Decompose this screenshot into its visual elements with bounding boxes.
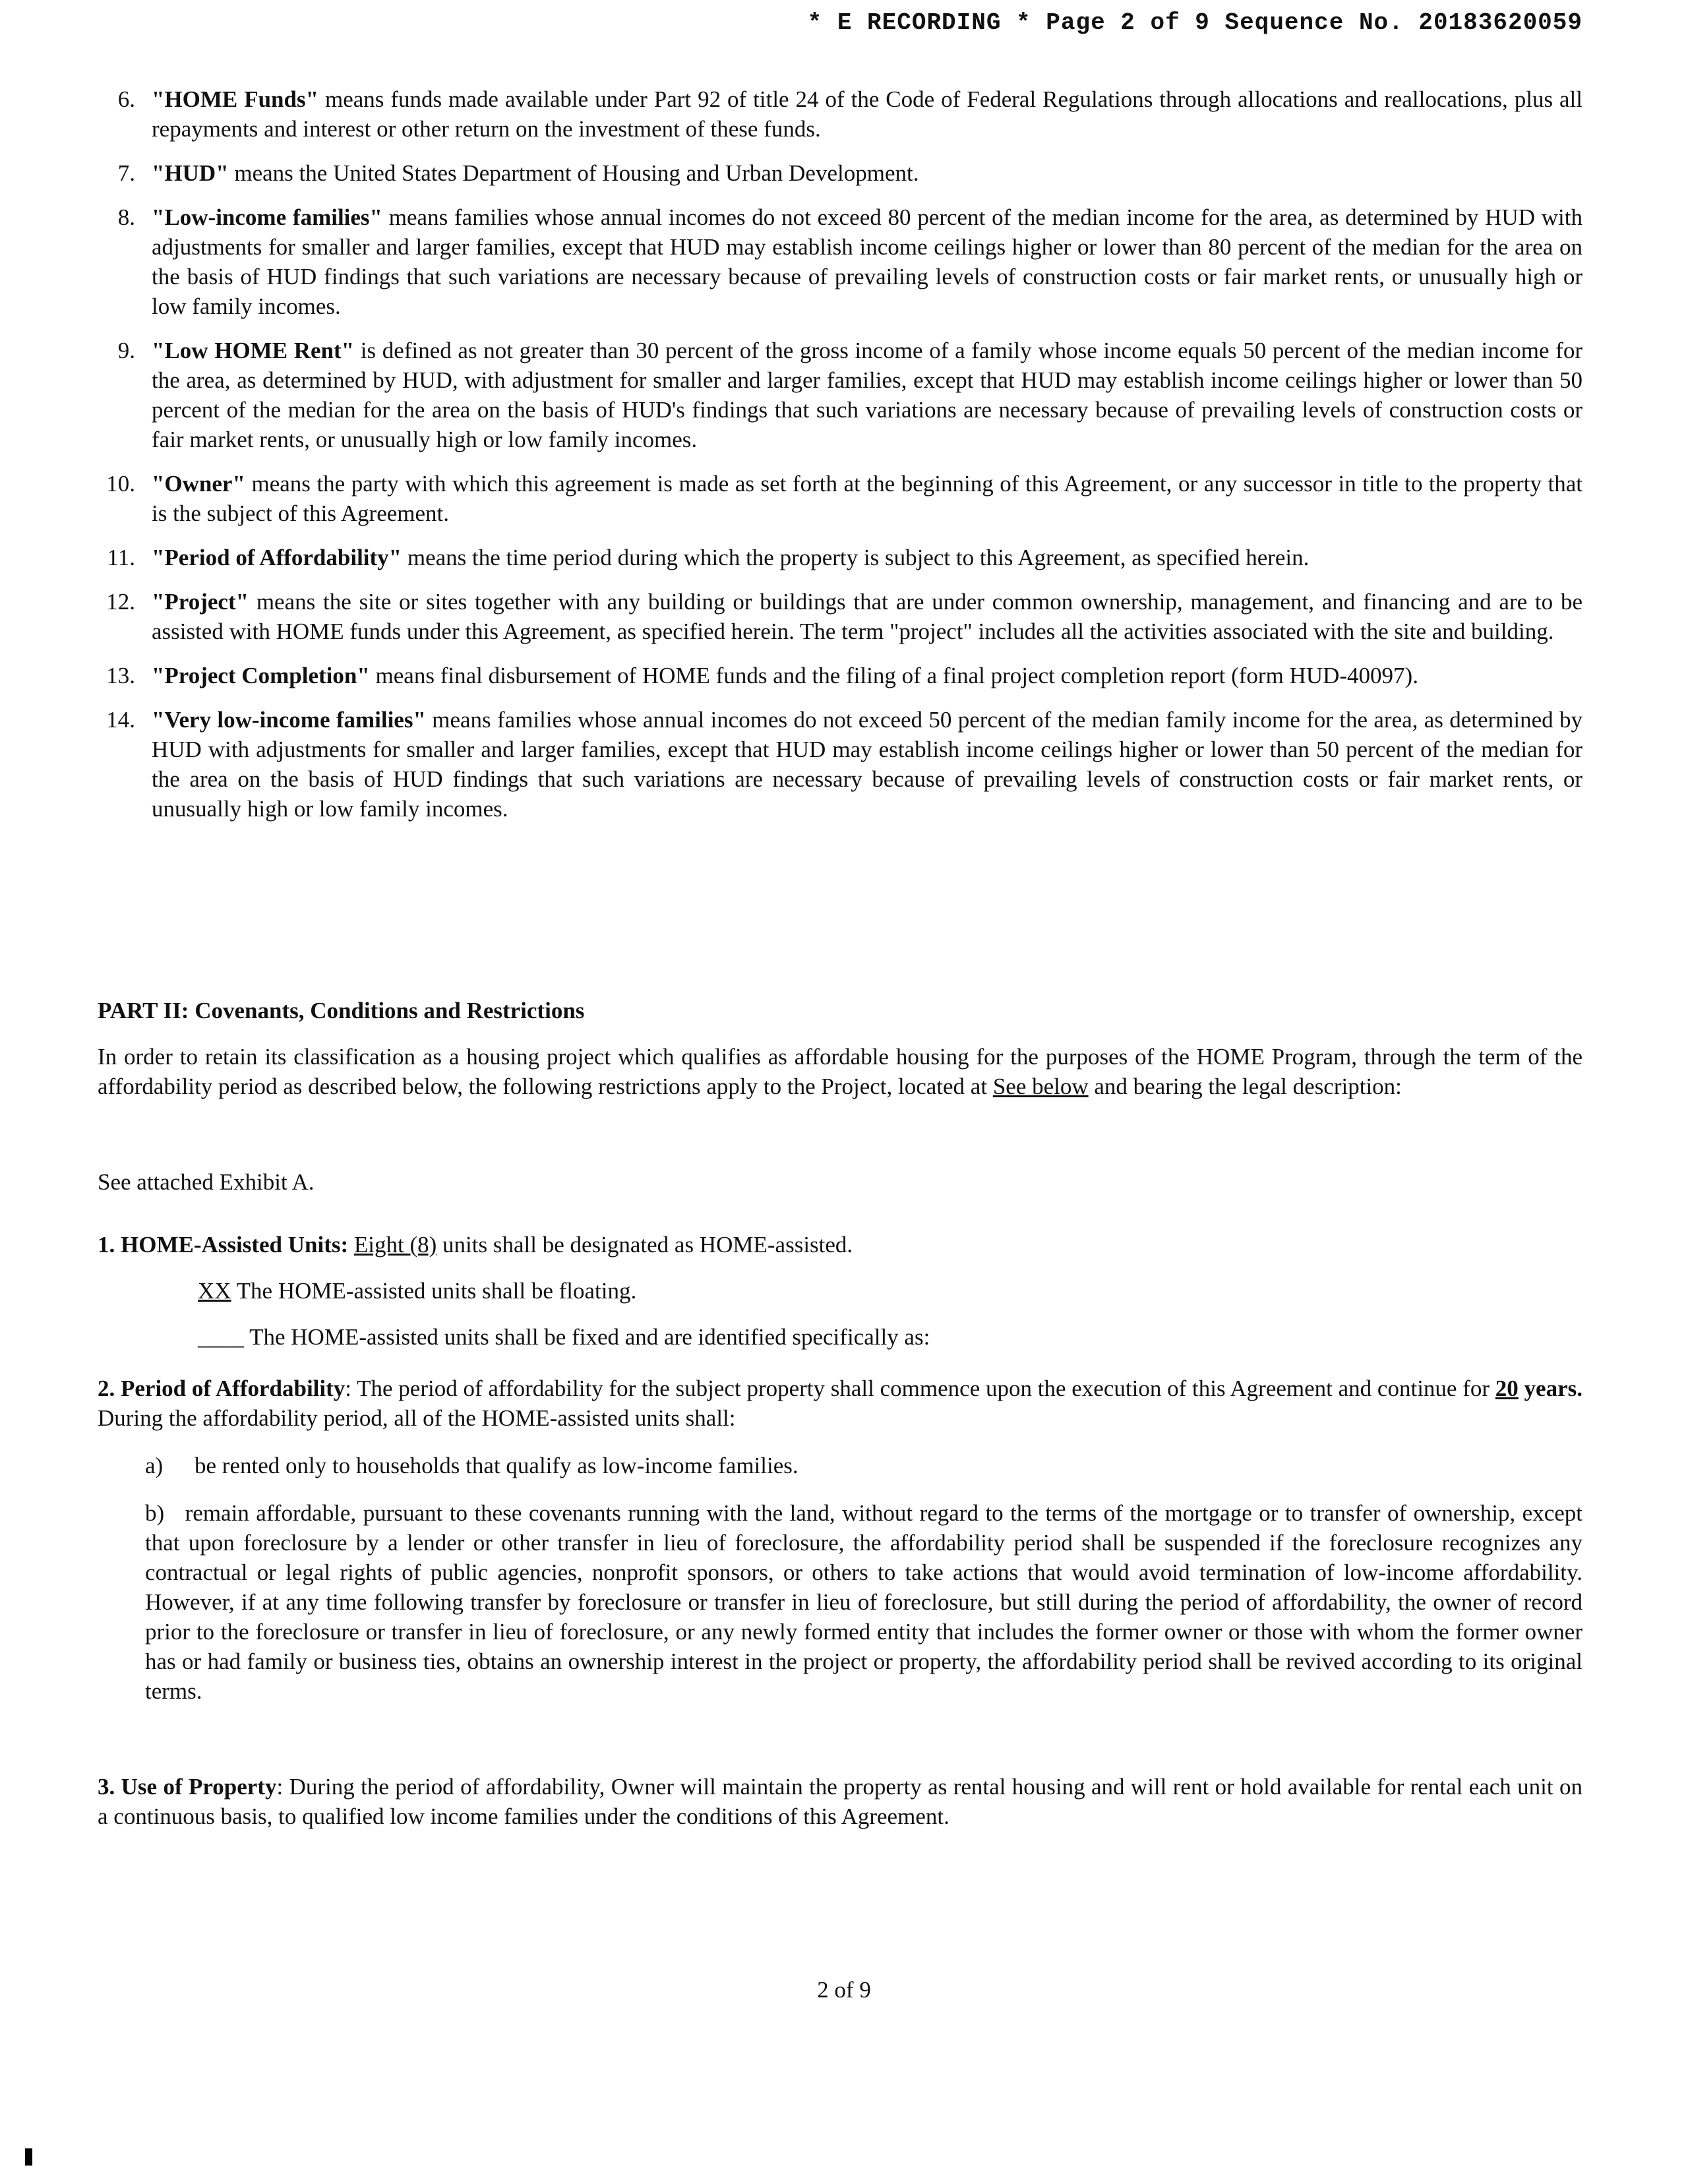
fixed-units-option — [98, 1322, 1683, 1352]
definition-text: means the United States Department of Housing and Urban Development. — [228, 160, 919, 186]
definition-term: "Very low-income families" — [152, 707, 426, 733]
part2-heading-text: PART II: Covenants, Conditions and Restrictions — [98, 998, 585, 1023]
definition-number: 6. — [117, 86, 135, 112]
definition-term: "HOME Funds" — [152, 86, 319, 112]
definition-item — [96, 587, 1582, 646]
definition-item — [96, 661, 1582, 690]
definition-number: 12. — [106, 589, 135, 615]
part2-intro-end: and bearing the legal description: — [1088, 1074, 1402, 1099]
subitem-a — [145, 1451, 1582, 1480]
section-2-text: : The period of affordability for the subject property shall commence upon the execution of this Agreement and continue for — [345, 1376, 1495, 1401]
definition-text: means the party with which this agreement is made as set forth at the beginning of this Agreement, or any successor in title to the property that is the subject of this Agreement. — [152, 471, 1582, 526]
section-1-units — [98, 1230, 1582, 1259]
definition-term: "Project Completion" — [152, 663, 370, 688]
floating-units-option — [98, 1276, 1683, 1306]
fixed-text: The HOME-assisted units shall be fixed and are identified specifically as: — [244, 1324, 930, 1350]
definition-text: means final disbursement of HOME funds and the filing of a final project completion report (form HUD-40097). — [369, 663, 1418, 688]
scan-mark — [25, 2148, 32, 2166]
definition-term: "Low HOME Rent" — [152, 338, 355, 363]
affordability-years: 20 — [1495, 1376, 1519, 1401]
definition-number: 9. — [117, 338, 135, 363]
definition-number: 13. — [106, 663, 135, 688]
section-3-text: : During the period of affordability, Owner will maintain the property as rental housing and will rent or hold available for rental each unit on a continuous basis, to qualified low income families under the conditions of this Agreement. — [98, 1774, 1582, 1829]
definition-item — [96, 202, 1582, 321]
exhibit-reference — [98, 1167, 1582, 1197]
page-number: 2 of 9 — [817, 1977, 871, 2003]
definition-item — [96, 469, 1582, 528]
definition-item — [96, 84, 1582, 144]
definition-number: 8. — [117, 204, 135, 230]
section-3-label: 3. Use of Property — [98, 1774, 277, 1800]
section-1-label: 1. HOME-Assisted Units: — [98, 1232, 349, 1258]
part2-intro — [98, 1042, 1582, 1101]
definition-term: "HUD" — [152, 160, 229, 186]
section-2-text-end: During the affordability period, all of the HOME-assisted units shall: — [98, 1405, 736, 1431]
definition-term: "Project" — [152, 589, 249, 615]
definition-item — [96, 705, 1582, 824]
subitem-b-text: remain affordable, pursuant to these covenants running with the land, without regard to the terms of the mortgage or to transfer of ownership, except that upon foreclosure by a lender or other transfer in lieu of foreclosure, the affordability period shall be suspended if the foreclosure recognizes any contractual or legal rights of public agencies, nonprofit sponsors, or others to take actions that would avoid termination of low-income affordability. However, if at any time following transfer by foreclosure or transfer in lieu of foreclosure, but still during the period of affordability, the owner of record prior to the foreclosure or transfer in lieu of foreclosure, or any newly formed entity that includes the former owner or those with whom the former owner has or had family or business ties, obtains an ownership interest in the project or property, the affordability period shall be revived according to its original terms. — [145, 1500, 1582, 1704]
definition-item — [96, 158, 1582, 188]
floating-text: The HOME-assisted units shall be floating. — [231, 1278, 637, 1304]
definition-item — [96, 543, 1582, 572]
part2-intro-text: In order to retain its classification as a housing project which qualifies as affordable housing for the purposes of the HOME Program, through the term of the affordability period as described below, the following restrictions apply to the Project, located at — [98, 1044, 1582, 1099]
definition-term: "Low-income families" — [152, 204, 382, 230]
subitem-a-text: be rented only to households that qualify as low-income families. — [195, 1453, 799, 1478]
definition-number: 11. — [107, 545, 135, 570]
fixed-blank: ____ — [198, 1324, 244, 1350]
section-2-label: 2. Period of Affordability — [98, 1376, 346, 1401]
years-label: years. — [1518, 1376, 1582, 1401]
definition-term: "Owner" — [152, 471, 245, 497]
definition-number: 14. — [106, 707, 135, 733]
section-3-use — [98, 1772, 1582, 1831]
subitem-b — [145, 1498, 1582, 1706]
definition-number: 7. — [117, 160, 135, 186]
section-2-affordability — [98, 1374, 1582, 1433]
definition-number: 10. — [106, 471, 135, 497]
definition-text: means families whose annual incomes do not exceed 50 percent of the median family income for the area, as determined by HUD with adjustments for smaller and larger families, except that HUD may establish income ceilings higher or lower than 50 percent of the median for the area on the basis of HUD findings that such variations are necessary because of prevailing levels of construction costs or fair market rents, or unusually high or low family incomes. — [152, 707, 1583, 822]
definition-text: means the site or sites together with any building or buildings that are under common ownership, management, and financing and are to be assisted with HOME funds under this Agreement, as specified herein. The term "project" includes all the activities associated with the site and building. — [152, 589, 1582, 644]
unit-count: Eight (8) — [353, 1232, 437, 1258]
subitem-a-label: a) — [145, 1453, 164, 1478]
definition-term: "Period of Affordability" — [152, 545, 402, 570]
definition-text: is defined as not greater than 30 percent of the gross income of a family whose income equals 50 percent of the median income for the area, as determined by HUD, with adjustment for smaller and larger families, except that HUD may establish income ceilings higher or lower than 50 percent of the median for the area on the basis of HUD's findings that such variations are necessary because of prevailing levels of construction costs or fair market rents, or unusually high or low family incomes. — [152, 338, 1582, 452]
definition-item — [96, 336, 1582, 454]
exhibit-text: See attached Exhibit A. — [98, 1169, 315, 1195]
part2-heading — [98, 996, 1582, 1025]
definitions-list — [96, 84, 1582, 838]
project-location: See below — [992, 1074, 1089, 1099]
recording-header: * E RECORDING * Page 2 of 9 Sequence No. 20183620059 — [807, 9, 1582, 36]
subitem-b-label: b) — [145, 1500, 165, 1526]
definition-text: means families whose annual incomes do not exceed 80 percent of the median income for the area, as determined by HUD with adjustments for smaller and larger families, except that HUD may establish income ceilings higher or lower than 80 percent of the median for the area on the basis of HUD findings that such variations are necessary because of prevailing levels of construction costs or fair market rents, or unusually high or low family incomes. — [152, 204, 1583, 319]
section-1-text: units shall be designated as HOME-assisted. — [437, 1232, 853, 1258]
floating-checkmark: XX — [198, 1278, 231, 1304]
definition-text: means the time period during which the property is subject to this Agreement, as specified herein. — [402, 545, 1310, 570]
definition-text: means funds made available under Part 92 of title 24 of the Code of Federal Regulations through allocations and reallocations, plus all repayments and interest or other return on the investment of these funds. — [152, 86, 1582, 142]
